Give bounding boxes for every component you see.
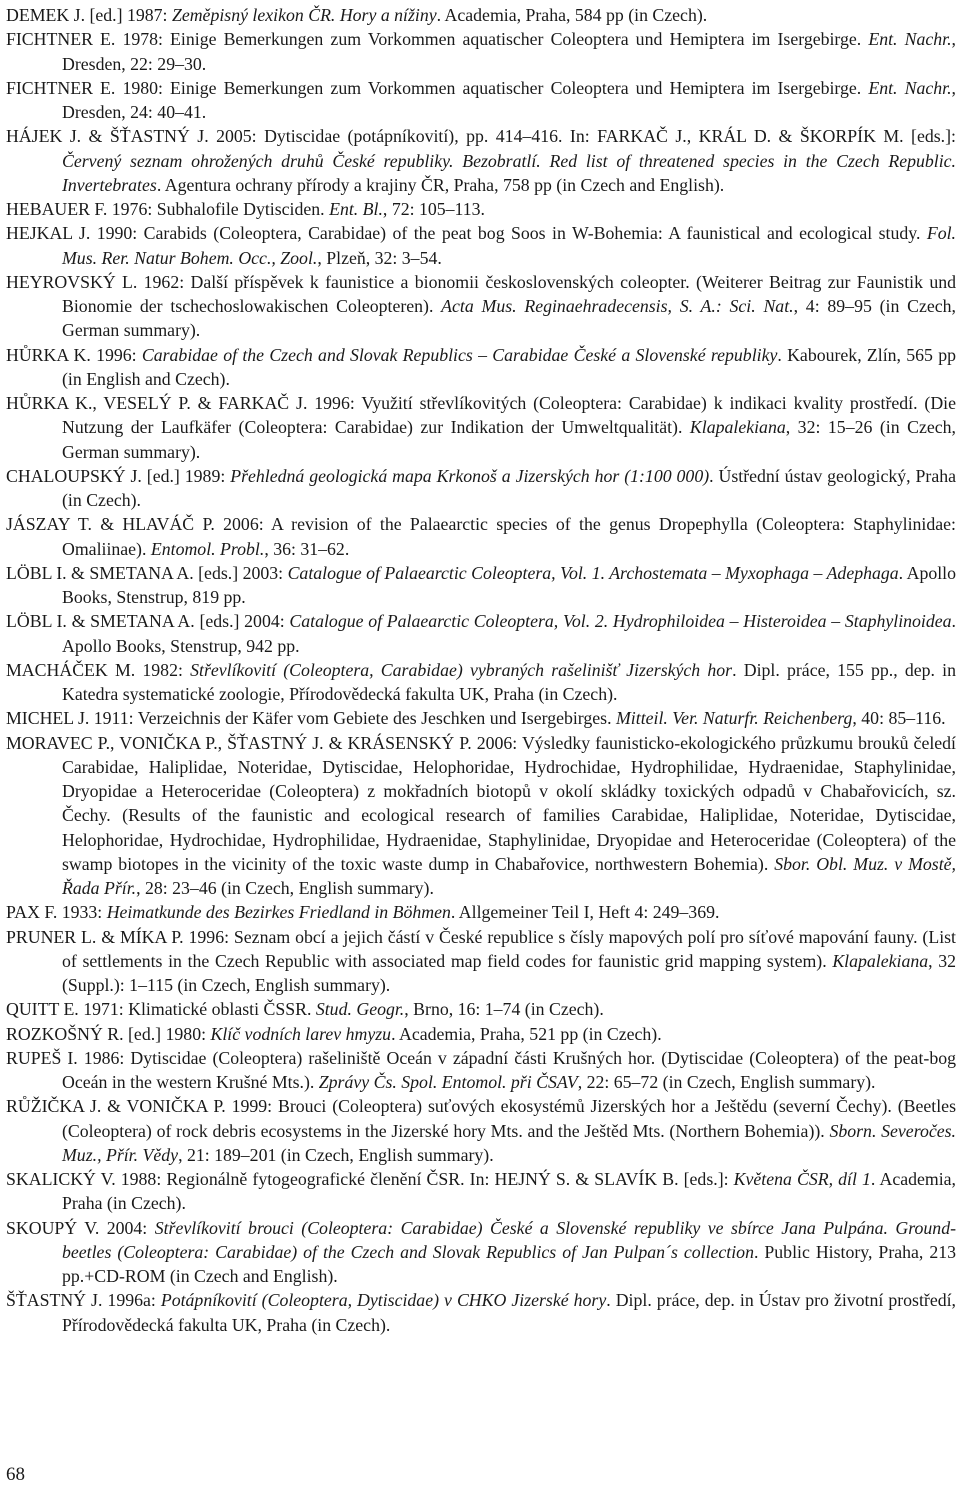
reference-entry bbox=[6, 1167, 956, 1216]
reference-text: SKALICKÝ V. 1988: Regionálně fytogeografické členění ČSR. In: HEJNÝ S. & SLAVÍK B. [eds.]: bbox=[6, 1169, 734, 1189]
reference-text: PAX F. 1933: bbox=[6, 902, 107, 923]
reference-italic-text: Střevlíkovití (Coleoptera, Carabidae) vybraných rašelinišť Jizerských hor bbox=[190, 659, 733, 680]
reference-italic-text: Carabidae of the Czech and Slovak Republics – Carabidae České a Slovenské republiky bbox=[141, 344, 778, 365]
reference-text: HŮRKA K., VESELÝ P. & FARKAČ J. 1996: Využití střevlíkovitých (Coleoptera: Carabidae) k indikaci kvality prostředí. (Die Nutzung der Laufkäfer (Coleoptera: Carabidae) zur Indikation der Umweltqualität). bbox=[6, 393, 956, 438]
reference-italic-text: Zprávy Čs. Spol. Entomol. při ČSAV bbox=[318, 1072, 578, 1092]
reference-text: RŮŽIČKA J. & VONIČKA P. 1999: Brouci (Coleoptera) suťových ekosystémů Jizerských hor a Ještědu (severní Čechy). (Beetles (Coleoptera) of rock debris ecosystems in the Jizerské hory Mts. and the Ještěd Mts. (Northern Bohemia)). bbox=[6, 1096, 956, 1141]
reference-italic-text: Sborn. Severočes. Muz., Přír. Vědy bbox=[62, 1120, 956, 1165]
reference-text: FICHTNER E. 1978: Einige Bemerkungen zum Vorkommen aquatischer Coleoptera und Hemiptera im Isergebirge. bbox=[6, 29, 869, 50]
reference-text: JÁSZAY T. & HLAVÁČ P. 2006: A revision of the Palaearctic species of the genus Dropephylla (Coleoptera: Staphylinidae: Omaliinae). bbox=[6, 514, 956, 559]
reference-text: . Apollo Books, Stenstrup, 819 pp. bbox=[62, 562, 956, 607]
reference-entry bbox=[6, 1216, 956, 1289]
reference-italic-text: Stud. Geogr. bbox=[315, 999, 405, 1020]
reference-italic-text: Klapalekiana bbox=[832, 950, 929, 971]
reference-text: . Academia, Praha, 521 pp (in Czech). bbox=[391, 1023, 662, 1044]
reference-text: . Agentura ochrany přírody a krajiny ČR, Praha, 758 pp (in Czech and English). bbox=[156, 174, 725, 195]
reference-entry bbox=[6, 658, 956, 707]
reference-text: , 36: 31–62. bbox=[264, 538, 350, 559]
reference-text: HŮRKA K. 1996: bbox=[6, 344, 142, 365]
reference-text: LÖBL I. & SMETANA A. [eds.] 2004: bbox=[6, 611, 290, 632]
reference-text: MORAVEC P., VONIČKA P., ŠŤASTNÝ J. & KRÁSENSKÝ P. 2006: Výsledky faunisticko-ekologického průzkumu brouků čeledí Carabidae, Haliplidae, Noteridae, Dytiscidae, Helophoridae, Hydrochidae, Hydrophilidae, Hydraenidae, Staphylinidae, Dryopidae a Heteroceridae (Coleoptera) z mokřadních biotopů v okolí skládky toxických odpadů v Chabařovicích, sz. Čechy. (Results of the faunistic and ecological research of families Carabidae, Haliplidae, Noteridae, Dytiscidae, Helophoridae, Hydrochidae, Hydrophilidae, Hydraenidae, Staphylinidae, Dryopidae and Heteroceridae (Coleoptera) of the swamp biotopes in the vicinity of the toxic waste dump in Chabařovice, northwestern Bohemia). bbox=[6, 732, 956, 874]
reference-italic-text: Mitteil. Ver. Naturfr. Reichenberg bbox=[616, 708, 853, 729]
reference-text: CHALOUPSKÝ J. [ed.] 1989: bbox=[6, 465, 231, 486]
reference-italic-text: Acta Mus. Reginaehradecensis, S. A.: Sci. Nat. bbox=[441, 296, 794, 316]
reference-text: FICHTNER E. 1980: Einige Bemerkungen zum Vorkommen aquatischer Coleoptera und Hemiptera im Isergebirge. bbox=[6, 77, 869, 98]
reference-entry bbox=[6, 3, 956, 27]
reference-italic-text: Červený seznam ohrožených druhů České republiky. Bezobratlí. Red list of threatened species in the Czech Republic. Invertebrates bbox=[62, 150, 956, 195]
reference-italic-text: Catalogue of Palaearctic Coleoptera, Vol. 1. Archostemata – Myxophaga – Adephaga bbox=[287, 562, 899, 583]
reference-text: DEMEK J. [ed.] 1987: bbox=[6, 5, 172, 25]
reference-text: PRUNER L. & MÍKA P. 1996: Seznam obcí a jejich částí v České republice s čísly mapových polí pro síťové mapování fauny. (List of settlements in the Czech Republic with associated map field codes for faunistic grid mapping system). bbox=[6, 926, 956, 971]
reference-entry bbox=[6, 391, 956, 464]
reference-text: , 32: 15–26 (in Czech, German summary). bbox=[62, 417, 957, 462]
reference-entry bbox=[6, 609, 956, 658]
reference-italic-text: Zeměpisný lexikon ČR. Hory a nížiny bbox=[171, 5, 437, 25]
reference-text: . Dipl. práce, dep. in Ústav pro životní prostředí, Přírodovědecká fakulta UK, Praha (in Czech). bbox=[62, 1290, 957, 1335]
reference-entry bbox=[6, 343, 956, 392]
reference-text: HÁJEK J. & ŠŤASTNÝ J. 2005: Dytiscidae (potápníkovití), pp. 414–416. In: FARKAČ J., KRÁL D. & ŠKORPÍK M. [eds.]: bbox=[6, 126, 956, 147]
reference-text: MICHEL J. 1911: Verzeichnis der Käfer vom Gebiete des Jeschken und Isergebirges. bbox=[6, 708, 616, 729]
reference-italic-text: Klíč vodních larev hmyzu bbox=[210, 1023, 392, 1044]
reference-entry bbox=[6, 1022, 956, 1046]
reference-text: . Apollo Books, Stenstrup, 942 pp. bbox=[62, 611, 956, 656]
reference-text: HEBAUER F. 1976: Subhalofile Dytisciden. bbox=[6, 199, 330, 219]
reference-entry bbox=[6, 706, 956, 730]
reference-entry bbox=[6, 561, 956, 610]
reference-text: QUITT E. 1971: Klimatické oblasti ČSSR. bbox=[6, 999, 316, 1020]
reference-italic-text: Fol. Mus. Rer. Natur Bohem. Occ., Zool. bbox=[62, 223, 956, 268]
page-number: 68 bbox=[6, 1464, 25, 1485]
reference-italic-text: Entomol. Probl. bbox=[150, 538, 265, 559]
reference-entry bbox=[6, 1094, 956, 1167]
reference-italic-text: Střevlíkovití brouci (Coleoptera: Carabidae) České a Slovenské republiky ve sbírce Jana Pulpána. Ground-beetles (Coleoptera: Carabidae) of the Czech and Slovak Republics of Jan Pulpan´s collection bbox=[62, 1217, 957, 1262]
reference-text: , 72: 105–113. bbox=[382, 199, 485, 219]
reference-text: , Brno, 16: 1–74 (in Czech). bbox=[404, 999, 604, 1020]
reference-text: . Kabourek, Zlín, 565 pp (in English and Czech). bbox=[62, 344, 957, 389]
reference-text: . Ústřední ústav geologický, Praha (in Czech). bbox=[62, 465, 957, 510]
reference-entry bbox=[6, 221, 956, 270]
reference-text: SKOUPÝ V. 2004: bbox=[6, 1217, 155, 1238]
reference-text: HEJKAL J. 1990: Carabids (Coleoptera, Carabidae) of the peat bog Soos in W-Bohemia: A faunistical and ecological study. bbox=[6, 223, 927, 244]
reference-italic-text: Ent. Bl. bbox=[329, 199, 383, 219]
reference-text: . Public History, Praha, 213 pp.+CD-ROM (in Czech and English). bbox=[62, 1241, 957, 1286]
reference-text: , Dresden, 24: 40–41. bbox=[62, 77, 956, 122]
reference-text: , 32 (Suppl.): 1–115 (in Czech, English summary). bbox=[62, 950, 956, 995]
reference-italic-text: Ent. Nachr. bbox=[868, 77, 952, 98]
reference-italic-text: Klapalekiana bbox=[689, 417, 786, 438]
reference-list bbox=[6, 3, 956, 1337]
reference-text: . Dipl. práce, 155 pp., dep. in Katedra systematické zoologie, Přírodovědecká fakulta UK, Praha (in Czech). bbox=[62, 659, 957, 704]
reference-italic-text: Ent. Nachr. bbox=[868, 29, 952, 50]
reference-text: ŠŤASTNÝ J. 1996a: bbox=[6, 1290, 161, 1311]
reference-italic-text: Sbor. Obl. Muz. v Mostě, Řada Přír. bbox=[62, 853, 957, 898]
reference-text: . Allgemeiner Teil I, Heft 4: 249–369. bbox=[450, 902, 720, 923]
reference-entry bbox=[6, 997, 956, 1021]
reference-entry bbox=[6, 1046, 956, 1095]
reference-entry bbox=[6, 270, 956, 343]
reference-entry bbox=[6, 76, 956, 125]
reference-entry bbox=[6, 197, 956, 221]
reference-italic-text: Catalogue of Palaearctic Coleoptera, Vol. 2. Hydrophiloidea – Histeroidea – Staphylinoidea bbox=[289, 611, 952, 632]
reference-text: , 28: 23–46 (in Czech, English summary). bbox=[136, 878, 434, 898]
reference-italic-text: Květena ČSR, díl 1 bbox=[733, 1169, 871, 1189]
reference-text: , 21: 189–201 (in Czech, English summary). bbox=[178, 1144, 494, 1165]
reference-text: MACHÁČEK M. 1982: bbox=[6, 659, 191, 680]
reference-text: , 4: 89–95 (in Czech, German summary). bbox=[62, 296, 956, 341]
reference-entry bbox=[6, 731, 956, 901]
reference-entry bbox=[6, 925, 956, 998]
reference-text: . Academia, Praha, 584 pp (in Czech). bbox=[436, 5, 708, 25]
reference-entry bbox=[6, 1288, 956, 1337]
reference-text: ROZKOŠNÝ R. [ed.] 1980: bbox=[6, 1023, 211, 1044]
reference-entry bbox=[6, 900, 956, 924]
reference-entry bbox=[6, 464, 956, 513]
reference-text: , 40: 85–116. bbox=[852, 708, 946, 729]
reference-italic-text: Přehledná geologická mapa Krkonoš a Jizerských hor (1:100 000) bbox=[230, 465, 710, 486]
reference-text: RUPEŠ I. 1986: Dytiscidae (Coleoptera) rašeliniště Oceán v západní části Krušných hor. (Dytiscidae (Coleoptera) of the peat-bog Oceán in the western Krušné Mts.). bbox=[6, 1047, 956, 1092]
reference-italic-text: Potápníkovití (Coleoptera, Dytiscidae) v CHKO Jizerské hory bbox=[160, 1290, 607, 1311]
reference-entry bbox=[6, 512, 956, 561]
reference-entry bbox=[6, 124, 956, 197]
reference-text: LÖBL I. & SMETANA A. [eds.] 2003: bbox=[6, 562, 288, 583]
reference-text: . Academia, Praha (in Czech). bbox=[62, 1169, 956, 1214]
reference-text: , Dresden, 22: 29–30. bbox=[62, 29, 956, 74]
reference-text: HEYROVSKÝ L. 1962: Další příspěvek k faunistice a bionomii československých coleopter. (Weiterer Beitrag zur Faunistik und Bionomie der tschechoslowakischen Coleopteren). bbox=[6, 271, 956, 316]
reference-entry bbox=[6, 27, 956, 76]
reference-text: , 22: 65–72 (in Czech, English summary). bbox=[577, 1072, 876, 1092]
reference-italic-text: Heimatkunde des Bezirkes Friedland in Böhmen bbox=[106, 902, 451, 923]
reference-text: , Plzeň, 32: 3–54. bbox=[317, 247, 442, 268]
